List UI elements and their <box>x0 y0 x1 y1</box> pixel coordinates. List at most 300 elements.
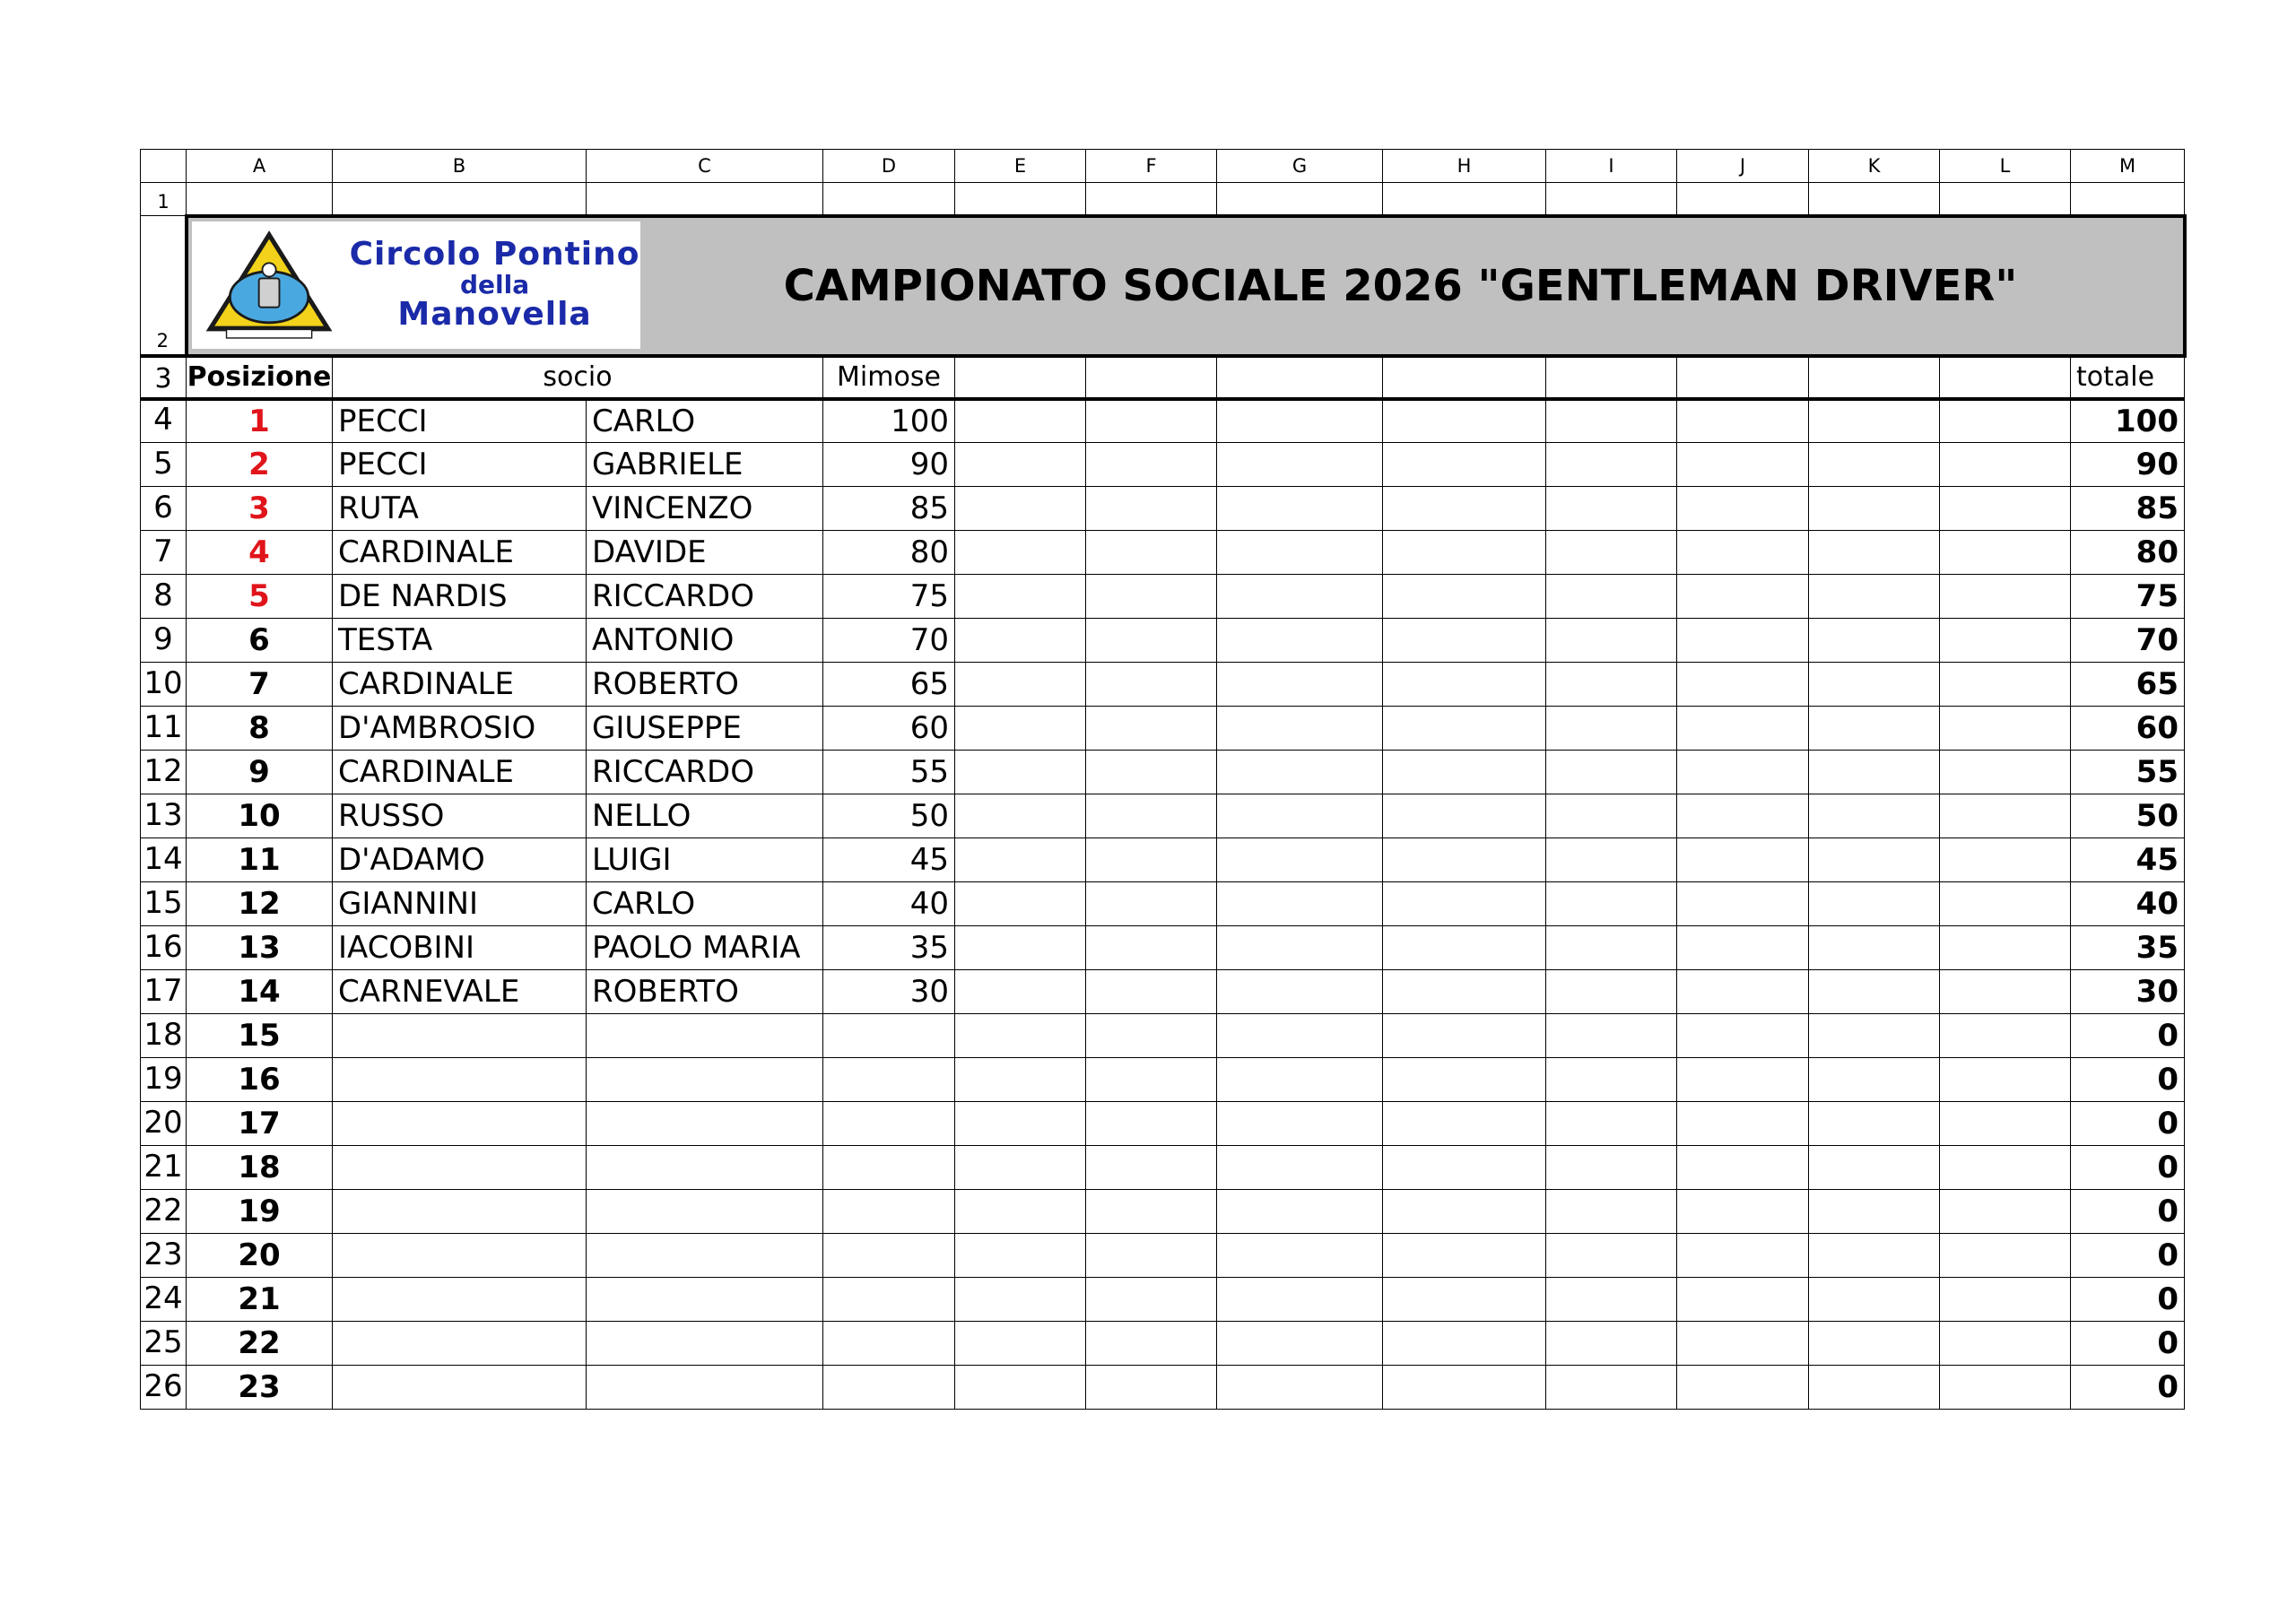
row-header[interactable]: 19 <box>141 1058 187 1102</box>
cell[interactable] <box>1217 399 1383 443</box>
cell[interactable] <box>1677 751 1809 794</box>
firstname-cell[interactable]: NELLO <box>587 794 823 838</box>
firstname-cell[interactable] <box>587 1014 823 1058</box>
totale-cell[interactable]: 0 <box>2071 1014 2185 1058</box>
row-header[interactable]: 15 <box>141 882 187 926</box>
mimose-cell[interactable]: 45 <box>823 838 955 882</box>
row-header[interactable]: 7 <box>141 531 187 575</box>
cell[interactable] <box>1383 531 1546 575</box>
cell[interactable] <box>1383 487 1546 531</box>
cell[interactable] <box>1383 399 1546 443</box>
cell[interactable] <box>955 1366 1086 1410</box>
cell[interactable] <box>1677 443 1809 487</box>
cell[interactable] <box>1086 1190 1217 1234</box>
totale-cell[interactable]: 60 <box>2071 707 2185 751</box>
mimose-cell[interactable] <box>823 1234 955 1278</box>
cell[interactable] <box>1086 1234 1217 1278</box>
totale-cell[interactable]: 0 <box>2071 1366 2185 1410</box>
firstname-cell[interactable]: PAOLO MARIA <box>587 926 823 970</box>
mimose-cell[interactable]: 85 <box>823 487 955 531</box>
cell[interactable] <box>1677 575 1809 619</box>
firstname-cell[interactable]: CARLO <box>587 399 823 443</box>
totale-cell[interactable]: 0 <box>2071 1234 2185 1278</box>
firstname-cell[interactable]: ROBERTO <box>587 663 823 707</box>
cell[interactable] <box>1546 183 1677 216</box>
totale-cell[interactable]: 0 <box>2071 1146 2185 1190</box>
mimose-cell[interactable] <box>823 1146 955 1190</box>
totale-cell[interactable]: 0 <box>2071 1102 2185 1146</box>
cell[interactable] <box>1217 619 1383 663</box>
totale-cell[interactable]: 90 <box>2071 443 2185 487</box>
cell[interactable] <box>1383 663 1546 707</box>
col-header-h[interactable]: H <box>1383 150 1546 183</box>
cell[interactable] <box>1217 1322 1383 1366</box>
position-cell[interactable]: 18 <box>187 1146 333 1190</box>
cell[interactable] <box>1383 1102 1546 1146</box>
col-header-b[interactable]: B <box>333 150 587 183</box>
cell[interactable] <box>1940 1102 2071 1146</box>
cell[interactable] <box>1086 926 1217 970</box>
mimose-cell[interactable] <box>823 1058 955 1102</box>
cell[interactable] <box>1217 926 1383 970</box>
cell[interactable] <box>1546 1234 1677 1278</box>
row-header[interactable]: 1 <box>141 183 187 216</box>
mimose-cell[interactable]: 60 <box>823 707 955 751</box>
surname-cell[interactable]: CARDINALE <box>333 531 587 575</box>
row-header[interactable]: 4 <box>141 399 187 443</box>
cell[interactable] <box>1677 838 1809 882</box>
cell[interactable] <box>1809 619 1940 663</box>
mimose-cell[interactable] <box>823 1014 955 1058</box>
cell[interactable] <box>1809 183 1940 216</box>
firstname-cell[interactable]: LUIGI <box>587 838 823 882</box>
cell[interactable] <box>1809 1014 1940 1058</box>
cell[interactable] <box>955 1322 1086 1366</box>
cell[interactable] <box>1809 399 1940 443</box>
cell[interactable] <box>955 399 1086 443</box>
firstname-cell[interactable] <box>587 1102 823 1146</box>
surname-cell[interactable]: CARDINALE <box>333 751 587 794</box>
cell[interactable] <box>1546 970 1677 1014</box>
cell[interactable] <box>1217 751 1383 794</box>
cell[interactable] <box>1546 663 1677 707</box>
firstname-cell[interactable]: ANTONIO <box>587 619 823 663</box>
cell[interactable] <box>1940 794 2071 838</box>
mimose-cell[interactable] <box>823 1322 955 1366</box>
mimose-cell[interactable]: 100 <box>823 399 955 443</box>
surname-cell[interactable] <box>333 1102 587 1146</box>
mimose-cell[interactable]: 55 <box>823 751 955 794</box>
cell[interactable] <box>1217 356 1383 399</box>
col-header-g[interactable]: G <box>1217 150 1383 183</box>
cell[interactable] <box>1940 838 2071 882</box>
surname-cell[interactable] <box>333 1366 587 1410</box>
cell[interactable] <box>1546 399 1677 443</box>
cell[interactable] <box>1677 970 1809 1014</box>
mimose-cell[interactable] <box>823 1278 955 1322</box>
position-cell[interactable]: 21 <box>187 1278 333 1322</box>
cell[interactable] <box>1677 487 1809 531</box>
col-header-l[interactable]: L <box>1940 150 2071 183</box>
totale-cell[interactable]: 35 <box>2071 926 2185 970</box>
cell[interactable] <box>1383 1322 1546 1366</box>
surname-cell[interactable] <box>333 1278 587 1322</box>
mimose-cell[interactable] <box>823 1366 955 1410</box>
cell[interactable] <box>955 531 1086 575</box>
totale-cell[interactable]: 80 <box>2071 531 2185 575</box>
cell[interactable] <box>1383 970 1546 1014</box>
surname-cell[interactable]: D'AMBROSIO <box>333 707 587 751</box>
firstname-cell[interactable] <box>587 1234 823 1278</box>
cell[interactable] <box>955 356 1086 399</box>
col-header-j[interactable]: J <box>1677 150 1809 183</box>
mimose-cell[interactable] <box>823 1102 955 1146</box>
position-cell[interactable]: 8 <box>187 707 333 751</box>
cell[interactable] <box>1940 575 2071 619</box>
position-cell[interactable]: 14 <box>187 970 333 1014</box>
firstname-cell[interactable] <box>587 1058 823 1102</box>
cell[interactable] <box>1383 1014 1546 1058</box>
cell[interactable] <box>1940 443 2071 487</box>
firstname-cell[interactable]: ROBERTO <box>587 970 823 1014</box>
firstname-cell[interactable] <box>587 1146 823 1190</box>
cell[interactable] <box>1383 575 1546 619</box>
cell[interactable] <box>1086 1146 1217 1190</box>
col-header-i[interactable]: I <box>1546 150 1677 183</box>
mimose-cell[interactable]: 35 <box>823 926 955 970</box>
cell[interactable] <box>1940 970 2071 1014</box>
cell[interactable] <box>1546 794 1677 838</box>
col-header-f[interactable]: F <box>1086 150 1217 183</box>
cell[interactable] <box>1940 1146 2071 1190</box>
cell[interactable] <box>1677 1058 1809 1102</box>
cell[interactable] <box>955 838 1086 882</box>
cell[interactable] <box>1383 1366 1546 1410</box>
cell[interactable] <box>955 1102 1086 1146</box>
totale-cell[interactable]: 55 <box>2071 751 2185 794</box>
cell[interactable] <box>1677 707 1809 751</box>
row-header[interactable]: 8 <box>141 575 187 619</box>
cell[interactable] <box>1217 575 1383 619</box>
cell[interactable] <box>1217 1102 1383 1146</box>
cell[interactable] <box>1086 443 1217 487</box>
cell[interactable] <box>1809 443 1940 487</box>
cell[interactable] <box>1809 1366 1940 1410</box>
cell[interactable] <box>1940 1190 2071 1234</box>
position-cell[interactable]: 16 <box>187 1058 333 1102</box>
cell[interactable] <box>1546 926 1677 970</box>
cell[interactable] <box>1086 663 1217 707</box>
cell[interactable] <box>1546 1366 1677 1410</box>
mimose-cell[interactable]: 90 <box>823 443 955 487</box>
cell[interactable] <box>1217 1146 1383 1190</box>
cell[interactable] <box>1940 663 2071 707</box>
cell[interactable] <box>1809 1322 1940 1366</box>
totale-cell[interactable]: 0 <box>2071 1058 2185 1102</box>
cell[interactable] <box>955 1234 1086 1278</box>
cell[interactable] <box>1546 1014 1677 1058</box>
cell[interactable] <box>1086 487 1217 531</box>
totale-cell[interactable]: 50 <box>2071 794 2185 838</box>
header-socio[interactable]: socio <box>333 356 823 399</box>
mimose-cell[interactable]: 50 <box>823 794 955 838</box>
cell[interactable] <box>1809 1058 1940 1102</box>
cell[interactable] <box>1940 751 2071 794</box>
cell[interactable] <box>1383 751 1546 794</box>
cell[interactable] <box>955 1058 1086 1102</box>
cell[interactable] <box>1086 399 1217 443</box>
cell[interactable] <box>1677 1190 1809 1234</box>
cell[interactable] <box>1940 619 2071 663</box>
surname-cell[interactable]: DE NARDIS <box>333 575 587 619</box>
cell[interactable] <box>1217 531 1383 575</box>
cell[interactable] <box>1809 1146 1940 1190</box>
cell[interactable] <box>955 1014 1086 1058</box>
row-header[interactable]: 25 <box>141 1322 187 1366</box>
cell[interactable] <box>955 1190 1086 1234</box>
title-banner[interactable] <box>187 216 2185 356</box>
cell[interactable] <box>1383 619 1546 663</box>
cell[interactable] <box>1086 575 1217 619</box>
totale-cell[interactable]: 0 <box>2071 1190 2185 1234</box>
cell[interactable] <box>955 707 1086 751</box>
cell[interactable] <box>1677 1146 1809 1190</box>
surname-cell[interactable]: CARDINALE <box>333 663 587 707</box>
col-header-m[interactable]: M <box>2071 150 2185 183</box>
row-header[interactable]: 22 <box>141 1190 187 1234</box>
cell[interactable] <box>1809 882 1940 926</box>
mimose-cell[interactable] <box>823 1190 955 1234</box>
firstname-cell[interactable] <box>587 1278 823 1322</box>
cell[interactable] <box>1940 531 2071 575</box>
surname-cell[interactable]: D'ADAMO <box>333 838 587 882</box>
cell[interactable] <box>1383 882 1546 926</box>
cell[interactable] <box>1940 1234 2071 1278</box>
col-header-c[interactable]: C <box>587 150 823 183</box>
position-cell[interactable]: 2 <box>187 443 333 487</box>
position-cell[interactable]: 19 <box>187 1190 333 1234</box>
position-cell[interactable]: 1 <box>187 399 333 443</box>
cell[interactable] <box>1677 663 1809 707</box>
cell[interactable] <box>1086 1366 1217 1410</box>
totale-cell[interactable]: 65 <box>2071 663 2185 707</box>
cell[interactable] <box>1677 794 1809 838</box>
cell[interactable] <box>955 794 1086 838</box>
cell[interactable] <box>1217 1058 1383 1102</box>
cell[interactable] <box>1940 926 2071 970</box>
cell[interactable] <box>1809 838 1940 882</box>
row-header[interactable]: 13 <box>141 794 187 838</box>
row-header[interactable]: 16 <box>141 926 187 970</box>
cell[interactable] <box>1086 751 1217 794</box>
mimose-cell[interactable]: 65 <box>823 663 955 707</box>
cell[interactable] <box>1217 707 1383 751</box>
cell[interactable] <box>1383 443 1546 487</box>
cell[interactable] <box>1677 1322 1809 1366</box>
position-cell[interactable]: 12 <box>187 882 333 926</box>
surname-cell[interactable]: CARNEVALE <box>333 970 587 1014</box>
cell[interactable] <box>1217 1278 1383 1322</box>
cell[interactable] <box>1546 838 1677 882</box>
cell[interactable] <box>955 443 1086 487</box>
cell[interactable] <box>1217 838 1383 882</box>
cell[interactable] <box>955 487 1086 531</box>
surname-cell[interactable]: PECCI <box>333 443 587 487</box>
firstname-cell[interactable] <box>587 1366 823 1410</box>
cell[interactable] <box>1546 707 1677 751</box>
cell[interactable] <box>1940 183 2071 216</box>
cell[interactable] <box>1546 1102 1677 1146</box>
cell[interactable] <box>1940 1058 2071 1102</box>
cell[interactable] <box>1546 531 1677 575</box>
cell[interactable] <box>587 183 823 216</box>
cell[interactable] <box>1086 356 1217 399</box>
firstname-cell[interactable]: RICCARDO <box>587 575 823 619</box>
firstname-cell[interactable]: RICCARDO <box>587 751 823 794</box>
cell[interactable] <box>1809 970 1940 1014</box>
cell[interactable] <box>1086 1102 1217 1146</box>
firstname-cell[interactable]: GIUSEPPE <box>587 707 823 751</box>
mimose-cell[interactable]: 40 <box>823 882 955 926</box>
cell[interactable] <box>1546 751 1677 794</box>
cell[interactable] <box>1217 794 1383 838</box>
cell[interactable] <box>1940 356 2071 399</box>
cell[interactable] <box>1086 882 1217 926</box>
totale-cell[interactable]: 0 <box>2071 1322 2185 1366</box>
totale-cell[interactable]: 85 <box>2071 487 2185 531</box>
cell[interactable] <box>1217 1014 1383 1058</box>
position-cell[interactable]: 10 <box>187 794 333 838</box>
firstname-cell[interactable]: VINCENZO <box>587 487 823 531</box>
cell[interactable] <box>1217 443 1383 487</box>
col-header-a[interactable]: A <box>187 150 333 183</box>
row-header[interactable]: 5 <box>141 443 187 487</box>
row-header[interactable]: 6 <box>141 487 187 531</box>
cell[interactable] <box>955 183 1086 216</box>
cell[interactable] <box>1809 663 1940 707</box>
cell[interactable] <box>1383 926 1546 970</box>
position-cell[interactable]: 11 <box>187 838 333 882</box>
mimose-cell[interactable]: 80 <box>823 531 955 575</box>
position-cell[interactable]: 9 <box>187 751 333 794</box>
cell[interactable] <box>1546 619 1677 663</box>
cell[interactable] <box>1940 399 2071 443</box>
cell[interactable] <box>1677 356 1809 399</box>
cell[interactable] <box>1809 575 1940 619</box>
position-cell[interactable]: 3 <box>187 487 333 531</box>
mimose-cell[interactable]: 30 <box>823 970 955 1014</box>
position-cell[interactable]: 13 <box>187 926 333 970</box>
cell[interactable] <box>955 926 1086 970</box>
row-header[interactable]: 14 <box>141 838 187 882</box>
cell[interactable] <box>1677 1014 1809 1058</box>
row-header[interactable]: 26 <box>141 1366 187 1410</box>
cell[interactable] <box>1217 1190 1383 1234</box>
cell[interactable] <box>955 882 1086 926</box>
cell[interactable] <box>1940 882 2071 926</box>
cell[interactable] <box>1546 1146 1677 1190</box>
cell[interactable] <box>955 1146 1086 1190</box>
cell[interactable] <box>1383 794 1546 838</box>
row-header[interactable]: 11 <box>141 707 187 751</box>
firstname-cell[interactable]: DAVIDE <box>587 531 823 575</box>
surname-cell[interactable] <box>333 1322 587 1366</box>
cell[interactable] <box>1086 707 1217 751</box>
cell[interactable] <box>1546 443 1677 487</box>
col-header-e[interactable]: E <box>955 150 1086 183</box>
surname-cell[interactable]: RUSSO <box>333 794 587 838</box>
row-header[interactable]: 18 <box>141 1014 187 1058</box>
cell[interactable] <box>1086 1058 1217 1102</box>
cell[interactable] <box>1677 531 1809 575</box>
surname-cell[interactable]: IACOBINI <box>333 926 587 970</box>
cell[interactable] <box>1086 1014 1217 1058</box>
cell[interactable] <box>1217 487 1383 531</box>
cell[interactable] <box>1809 1278 1940 1322</box>
cell[interactable] <box>955 575 1086 619</box>
position-cell[interactable]: 15 <box>187 1014 333 1058</box>
cell[interactable] <box>955 970 1086 1014</box>
totale-cell[interactable]: 40 <box>2071 882 2185 926</box>
position-cell[interactable]: 20 <box>187 1234 333 1278</box>
cell[interactable] <box>1677 399 1809 443</box>
cell[interactable] <box>1383 356 1546 399</box>
cell[interactable] <box>1383 707 1546 751</box>
col-header-d[interactable]: D <box>823 150 955 183</box>
cell[interactable] <box>1217 183 1383 216</box>
cell[interactable] <box>1383 1058 1546 1102</box>
cell[interactable] <box>955 619 1086 663</box>
cell[interactable] <box>1809 751 1940 794</box>
cell[interactable] <box>1086 619 1217 663</box>
cell[interactable] <box>1383 1234 1546 1278</box>
cell[interactable] <box>1217 882 1383 926</box>
cell[interactable] <box>1217 663 1383 707</box>
cell[interactable] <box>1677 882 1809 926</box>
firstname-cell[interactable] <box>587 1190 823 1234</box>
cell[interactable] <box>1940 1014 2071 1058</box>
col-header-k[interactable]: K <box>1809 150 1940 183</box>
cell[interactable] <box>1809 1234 1940 1278</box>
cell[interactable] <box>1546 356 1677 399</box>
row-header[interactable]: 10 <box>141 663 187 707</box>
cell[interactable] <box>1546 1278 1677 1322</box>
cell[interactable] <box>1940 1278 2071 1322</box>
cell[interactable] <box>955 751 1086 794</box>
cell[interactable] <box>1383 1190 1546 1234</box>
header-posizione[interactable]: Posizione <box>187 356 333 399</box>
cell[interactable] <box>333 183 587 216</box>
row-header[interactable]: 20 <box>141 1102 187 1146</box>
cell[interactable] <box>823 183 955 216</box>
cell[interactable] <box>1677 1278 1809 1322</box>
position-cell[interactable]: 4 <box>187 531 333 575</box>
cell[interactable] <box>1809 926 1940 970</box>
cell[interactable] <box>1546 575 1677 619</box>
cell[interactable] <box>955 663 1086 707</box>
row-header[interactable]: 2 <box>141 216 187 356</box>
row-header[interactable]: 3 <box>141 356 187 399</box>
cell[interactable] <box>1086 1278 1217 1322</box>
cell[interactable] <box>1546 487 1677 531</box>
cell[interactable] <box>187 183 333 216</box>
surname-cell[interactable] <box>333 1234 587 1278</box>
cell[interactable] <box>1383 183 1546 216</box>
totale-cell[interactable]: 75 <box>2071 575 2185 619</box>
corner-cell[interactable] <box>141 150 187 183</box>
cell[interactable] <box>1086 838 1217 882</box>
totale-cell[interactable]: 45 <box>2071 838 2185 882</box>
